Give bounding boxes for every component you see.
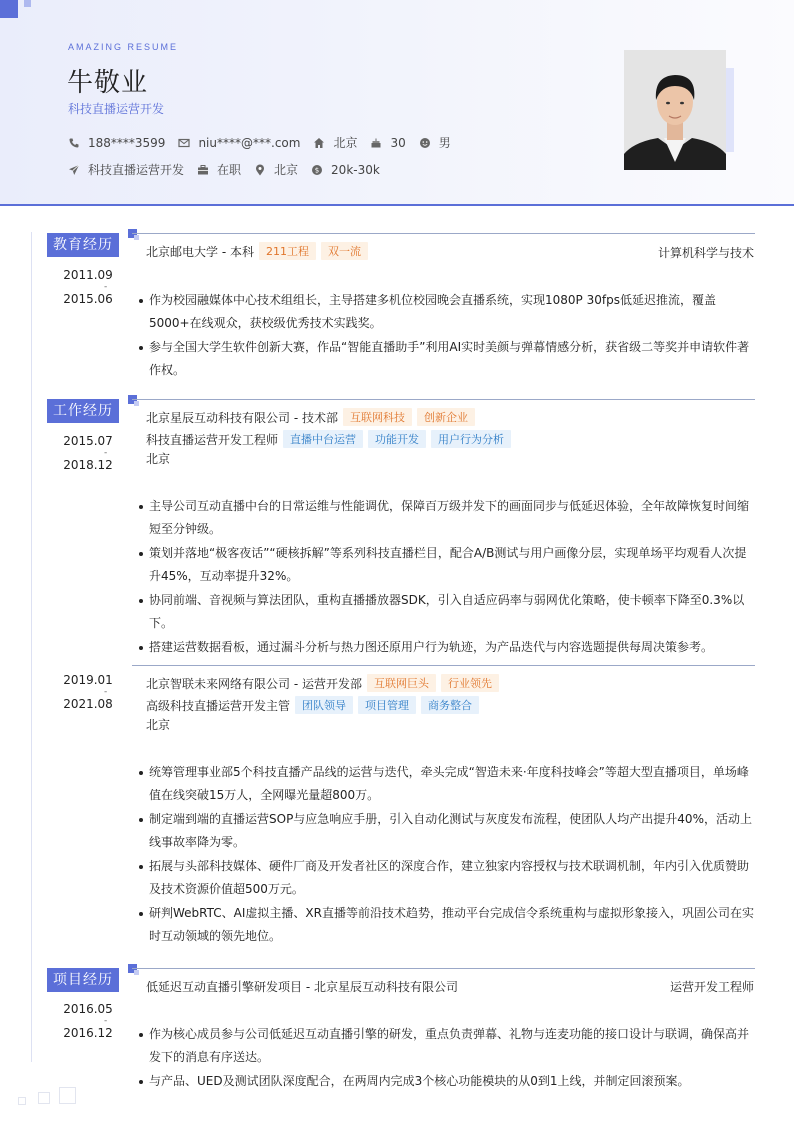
position-tag: 商务整合 [421,696,479,714]
phone-item [68,136,165,150]
list-item: 制定端到端的直播运营SOP与应急响应手册，引入自动化测试与灰度发布流程，使团队人均产出提升40%，活动上线事故率降为零。 [137,808,757,854]
job-city: 北京 [146,718,171,732]
list-item: 参与全国大学生软件创新大赛，作品“智能直播助手”利用AI实时美颜与弹幕情感分析，获省级二等奖并申请软件著作权。 [137,336,757,382]
job-position-row [146,696,479,714]
job-intention: 科技直播运营开发 [68,102,165,116]
education-major: 计算机科学与技术 [657,246,754,260]
send-icon [68,164,80,176]
job-status: 在职 [217,163,242,177]
contact-info-row [68,134,464,151]
company-tag: 创新企业 [417,408,475,426]
section-divider [132,233,755,234]
decorative-square-small [24,0,31,7]
phone-number: 188****3599 [88,135,166,150]
list-item: 作为校园融媒体中心技术组组长，主导搭建多机位校园晚会直播系统，实现1080P 30fps低延迟推流，覆盖5000+在线观众，获校级优秀技术实践奖。 [137,289,757,335]
timeline-line [31,232,32,1062]
job-company-row [146,674,499,692]
briefcase-icon [197,164,209,176]
job-company-row [146,408,475,426]
school-tag: 211工程 [259,242,316,260]
phone-icon [68,137,80,149]
section-divider [132,968,755,969]
money-icon [311,164,323,176]
residence-item [313,134,357,151]
education-start-date: 2011.09 [63,268,113,282]
decorative-square [59,1087,76,1104]
company-tag: 行业领先 [441,674,499,692]
job-end-date: 2018.12 [63,458,113,472]
company-tag: 互联网巨头 [367,674,436,692]
education-school-row [146,242,368,260]
date-separator: - [104,448,108,458]
expected-salary: 20k-30k [331,162,380,177]
section-title-work: 工作经历 [47,399,119,423]
position-tag: 功能开发 [368,430,426,448]
section-title-project: 项目经历 [47,968,119,992]
job-bullet-list [137,761,757,949]
profile-photo [624,50,726,170]
section-title-education: 教育经历 [47,233,119,257]
date-separator: - [104,1016,108,1026]
list-item: 搭建运营数据看板，通过漏斗分析与热力图还原用户行为轨迹，为产品迭代与内容选题提供每周决策参考。 [137,636,757,659]
home-icon [313,137,325,149]
school-name: 北京邮电大学 - 本科 [146,244,254,259]
project-name: 低延迟互动直播引擎研发项目 - 北京星辰互动科技有限公司 [146,980,458,994]
age-item [370,136,405,150]
position-tag: 团队领导 [295,696,353,714]
job-end-date: 2021.08 [63,697,113,711]
candidate-name: 牛敬业 [67,68,149,98]
email-item [178,136,300,150]
position-name: 科技直播运营开发工程师 [146,432,279,447]
location-icon [254,164,266,176]
email-address: niu****@***.com [198,135,301,150]
education-end-date: 2015.06 [63,292,113,306]
gender-item [419,134,451,151]
svg-text:$: $ [314,166,320,175]
list-item: 策划并落地“极客夜话”“硬核拆解”等系列科技直播栏目，配合A/B测试与用户画像分层，实现单场平均观看人次提升45%，互动率提升32%。 [137,542,757,588]
job-bullet-list [137,495,757,660]
list-item: 协同前端、音视频与算法团队，重构直播播放器SDK，引入自适应码率与弱网优化策略，使卡顿率下降至0.3%以下。 [137,589,757,635]
education-bullet-list [137,289,757,383]
salary-item [311,163,380,177]
intended-position: 科技直播运营开发 [88,163,185,177]
project-end-date: 2016.12 [63,1026,113,1040]
date-separator: - [104,282,108,292]
job-city: 北京 [146,452,171,466]
company-name: 北京星辰互动科技有限公司 - 技术部 [146,410,338,425]
list-item: 作为核心成员参与公司低延迟互动直播引擎的研发，重点负责弹幕、礼物与连麦功能的接口设计与联调，确保高并发下的消息有序送达。 [137,1023,757,1069]
job-start-date: 2015.07 [63,434,113,448]
gender-value: 男 [438,136,451,150]
job-position-row [146,430,511,448]
list-item: 与产品、UED及测试团队深度配合，在两周内完成3个核心功能模块的从0到1上线，并制定回滚预案。 [137,1070,757,1093]
project-name-row [146,978,458,995]
decorative-square [18,1097,26,1105]
job-divider [132,665,755,666]
position-tag: 直播中台运营 [283,430,363,448]
intended-city-item [254,161,298,178]
position-name: 高级科技直播运营开发主管 [146,698,291,713]
decorative-square [0,0,18,18]
gender-icon [419,137,431,149]
section-divider [132,399,755,400]
project-start-date: 2016.05 [63,1002,113,1016]
project-role: 运营开发工程师 [669,980,754,994]
school-tag: 双一流 [321,242,368,260]
intended-city: 北京 [274,163,299,177]
job-start-date: 2019.01 [63,673,113,687]
date-separator: - [104,687,108,697]
resume-header [0,0,794,206]
list-item: 主导公司互动直播中台的日常运维与性能调优，保障百万级并发下的画面同步与低延迟体验，全年故障恢复时间缩短至分钟级。 [137,495,757,541]
job-info-row [68,161,393,178]
list-item: 统筹管理事业部5个科技直播产品线的运营与迭代，牵头完成“智造未来·年度科技峰会”等超大型直播项目，单场峰值在线突破15万人，全网曝光量超800万。 [137,761,757,807]
list-item: 研判WebRTC、AI虚拟主播、XR直播等前沿技术趋势，推动平台完成信令系统重构与虚拟形象接入，巩固公司在实时互动领域的领先地位。 [137,902,757,948]
job-status-item [197,161,241,178]
company-name: 北京智联未来网络有限公司 - 运营开发部 [146,676,362,691]
cake-icon [370,137,382,149]
age-value: 30 [390,135,406,150]
brand-label: AMAZING RESUME [68,42,179,52]
project-bullet-list [137,1023,757,1094]
list-item: 拓展与头部科技媒体、硬件厂商及开发者社区的深度合作，建立独家内容授权与技术联调机制，年内引入优质赞助及技术资源价值超500万元。 [137,855,757,901]
company-tag: 互联网科技 [343,408,412,426]
decorative-square [38,1092,50,1104]
intended-position-item [68,161,184,178]
residence-city: 北京 [333,136,358,150]
mail-icon [178,137,190,149]
position-tag: 用户行为分析 [431,430,511,448]
position-tag: 项目管理 [358,696,416,714]
